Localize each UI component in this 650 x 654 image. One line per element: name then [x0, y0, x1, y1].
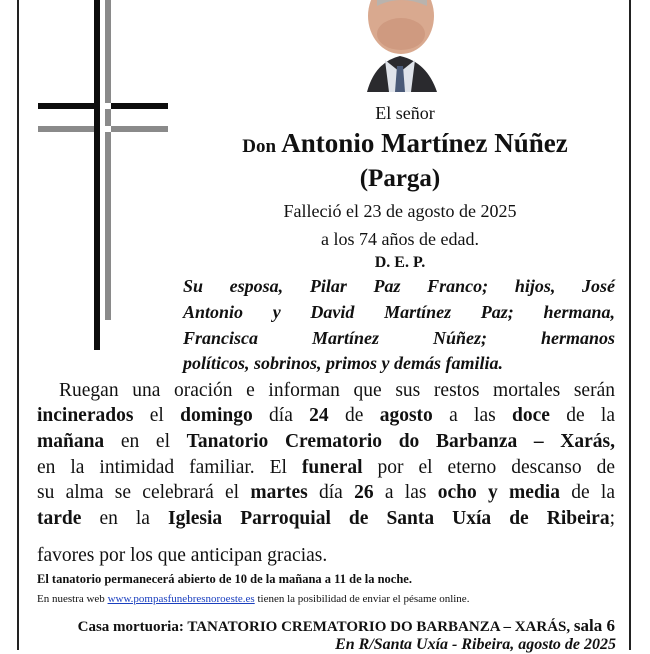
announcement-line: su alma se celebrará el martes día 26 a las ocho y media de la: [37, 482, 615, 503]
deceased-name: [180, 128, 630, 159]
family-line: Francisca Martínez Núñez; hermanos: [183, 328, 615, 348]
announcement-line: en la intimidad familiar. El funeral por el eterno descanso de: [37, 457, 615, 478]
announcement-line: Ruegan una oración e informan que sus restos mortales serán: [59, 380, 615, 401]
tanatorio-hours: El tanatorio permanecerá abierto de 10 de la mañana a 11 de la noche.: [37, 572, 412, 586]
mortuary-room: sala 6: [573, 616, 615, 635]
full-name: Antonio Martínez Núñez: [281, 128, 568, 158]
intro-text: El señor: [375, 103, 435, 123]
family-line: políticos, sobrinos, primos y demás familia.: [183, 353, 504, 373]
family-line: Antonio y David Martínez Paz; hermana,: [183, 302, 615, 322]
cross-symbol: [36, 0, 170, 350]
announcement-line: mañana en el Tanatorio Crematorio do Barbanza – Xarás,: [37, 431, 615, 452]
cross-vertical-gray: [105, 0, 111, 320]
death-date: Falleció el 23 de agosto de 2025: [283, 201, 517, 221]
cross-vertical-dark: [94, 0, 100, 350]
place-date: En R/Santa Uxía - Ribeira, agosto de 2025: [335, 636, 616, 653]
right-border: [629, 0, 631, 650]
rip-text: D. E. P.: [374, 254, 426, 271]
web-note: En nuestra web www.pompasfunebresnoroeste.es tienen la posibilidad de enviar el pésame online.: [37, 593, 470, 605]
deceased-photo: [345, 0, 455, 92]
family-line: Su esposa, Pilar Paz Franco; hijos, José: [183, 276, 615, 296]
age-at-death: a los 74 años de edad.: [321, 229, 479, 249]
announcement-line: tarde en la Iglesia Parroquial de Santa Uxía de Ribeira;: [37, 508, 615, 529]
announcement-line: incinerados el domingo día 24 de agosto a las doce de la: [37, 405, 616, 426]
announcement-line: favores por los que anticipan gracias.: [37, 545, 328, 566]
honorific: Don: [242, 136, 277, 157]
website-link[interactable]: www.pompasfunebresnoroeste.es: [107, 593, 255, 605]
left-border: [17, 0, 19, 650]
mortuary-info: Casa mortuoria: TANATORIO CREMATORIO DO BARBANZA – XARÁS, sala 6: [77, 616, 615, 635]
deceased-alias: (Parga): [359, 165, 441, 192]
